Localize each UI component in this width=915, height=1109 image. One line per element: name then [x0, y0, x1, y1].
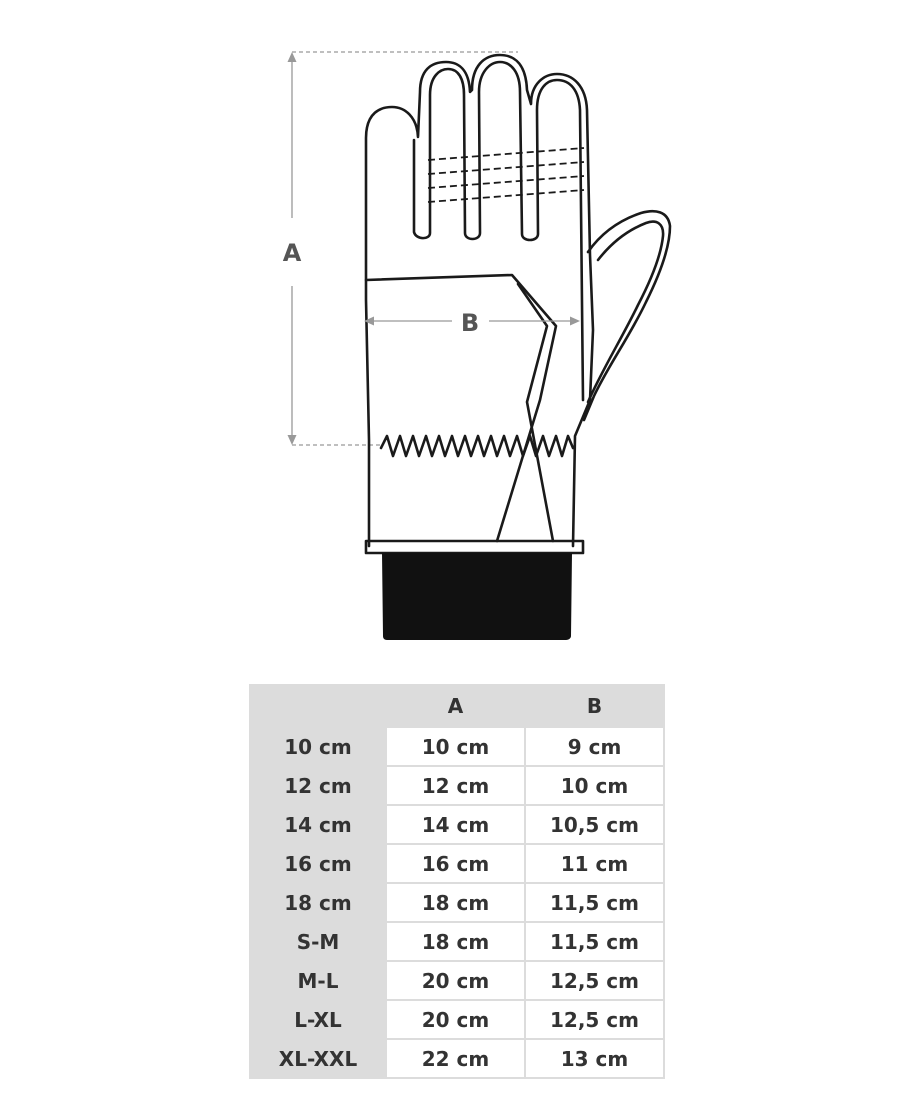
b-cell: 9 cm — [526, 728, 663, 765]
a-cell: 10 cm — [387, 728, 524, 765]
a-cell: 18 cm — [387, 923, 524, 960]
size-chart-table — [249, 684, 665, 1079]
b-cell: 10 cm — [526, 767, 663, 804]
b-cell: 10,5 cm — [526, 806, 663, 843]
column-header-size — [251, 686, 385, 726]
b-cell: 13 cm — [526, 1040, 663, 1077]
a-cell: 12 cm — [387, 767, 524, 804]
table-row — [251, 884, 663, 921]
glove-outline — [366, 55, 670, 553]
size-cell: XL-XXL — [251, 1040, 385, 1077]
arrow-down-icon — [288, 435, 297, 445]
arrow-right-icon — [570, 317, 580, 326]
a-cell: 18 cm — [387, 884, 524, 921]
size-cell: M-L — [251, 962, 385, 999]
b-cell: 11,5 cm — [526, 923, 663, 960]
size-cell: S-M — [251, 923, 385, 960]
size-cell: 14 cm — [251, 806, 385, 843]
table-row — [251, 767, 663, 804]
table-row — [251, 806, 663, 843]
size-cell: 12 cm — [251, 767, 385, 804]
thumb-outline — [584, 211, 670, 420]
size-cell: 18 cm — [251, 884, 385, 921]
a-cell: 22 cm — [387, 1040, 524, 1077]
dimension-b-label: B — [460, 309, 480, 337]
dimension-a — [288, 52, 519, 445]
dimension-a-label: A — [282, 239, 302, 267]
column-header-a: A — [447, 694, 464, 718]
glove-inner-outline — [414, 62, 583, 400]
a-cell: 20 cm — [387, 1001, 524, 1038]
b-cell: 11,5 cm — [526, 884, 663, 921]
a-cell: 14 cm — [387, 806, 524, 843]
table-row — [251, 923, 663, 960]
size-cell: 16 cm — [251, 845, 385, 882]
thumb-inner-outline — [588, 222, 663, 402]
b-cell: 11 cm — [526, 845, 663, 882]
cuff-band — [366, 541, 583, 553]
size-cell: L-XL — [251, 1001, 385, 1038]
a-cell: 16 cm — [387, 845, 524, 882]
knit-cuff — [382, 553, 572, 640]
table-row — [251, 1040, 663, 1077]
table-row — [251, 1001, 663, 1038]
wrist-zigzag — [381, 436, 573, 456]
table-row — [251, 728, 663, 765]
size-cell: 10 cm — [251, 728, 385, 765]
knuckle-stitching — [428, 148, 584, 202]
a-cell: 20 cm — [387, 962, 524, 999]
table-row — [251, 962, 663, 999]
arrow-up-icon — [288, 52, 297, 62]
column-header-b: B — [586, 694, 603, 718]
b-cell: 12,5 cm — [526, 1001, 663, 1038]
table-row — [251, 845, 663, 882]
table-header-row — [251, 686, 663, 726]
b-cell: 12,5 cm — [526, 962, 663, 999]
